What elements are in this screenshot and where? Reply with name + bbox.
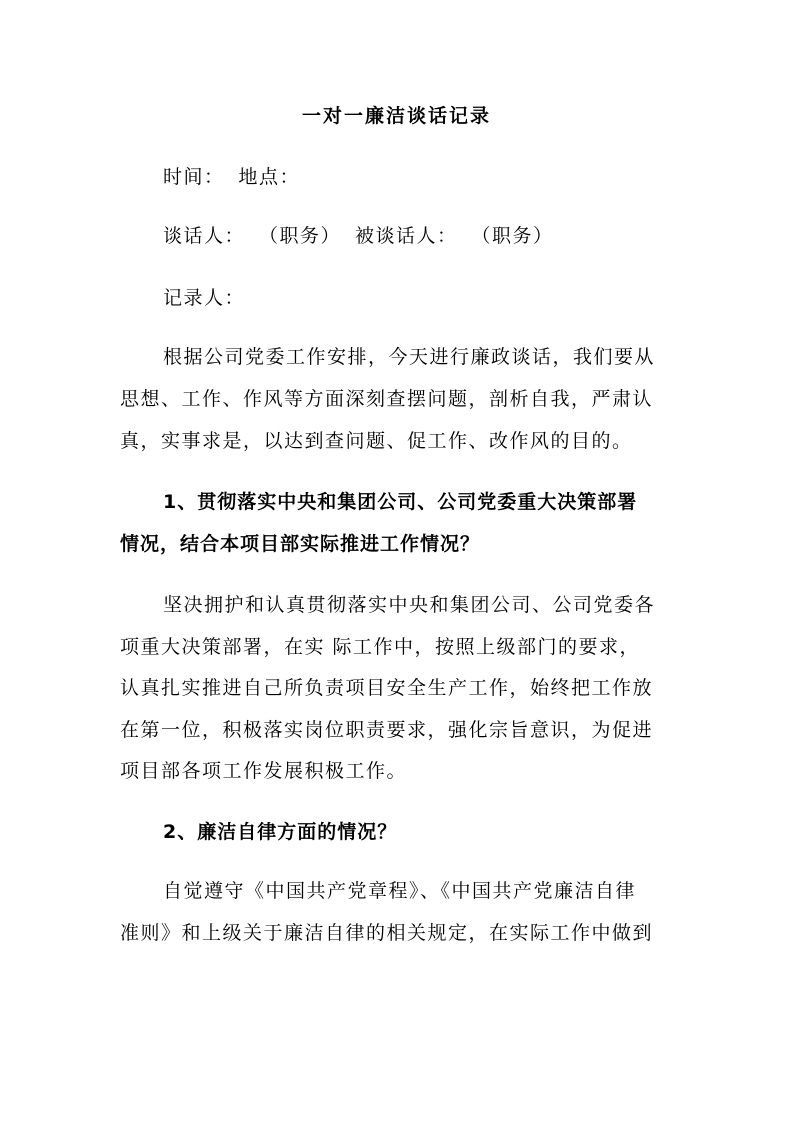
- speaker-label: 谈话人：: [163, 225, 246, 247]
- document-title: 一对一廉洁谈话记录: [301, 105, 491, 127]
- section1-body-line: 项目部各项工作发展积极工作。: [120, 760, 408, 782]
- intro-line: 真，实事求是，以达到查问题、促工作、改作风的目的。: [120, 430, 633, 452]
- section2-body-line: 准则》和上级关于廉洁自律的相关规定，在实际工作中做到: [120, 922, 654, 944]
- time-place-line: [163, 162, 718, 192]
- interviewee-position: （职务）: [471, 225, 554, 247]
- time-label: 时间：: [163, 166, 225, 188]
- section1-heading: 情况，结合本项目部实际推进工作情况？: [120, 533, 481, 555]
- section1-body-line: 在第一位，积极落实岗位职责要求，强化宗旨意识，为促进: [120, 719, 654, 741]
- recorder-line: [163, 283, 718, 313]
- section2-body-line: 自觉遵守《中国共产党章程》、《中国共产党廉洁自律: [163, 880, 637, 902]
- speaker-position: （职务）: [259, 225, 342, 247]
- intro-line: 思想、工作、作风等方面深刻查摆问题，剖析自我，严肃认: [120, 388, 654, 410]
- section1-body-line: 认真扎实推进自己所负责项目安全生产工作，始终把工作放: [120, 677, 654, 699]
- place-label: 地点：: [238, 166, 301, 188]
- section1-body-line: 坚决拥护和认真贯彻落实中央和集团公司、公司党委各: [163, 594, 656, 616]
- intro-line: 根据公司党委工作安排，今天进行廉政谈话，我们要从: [163, 346, 656, 368]
- section2-heading: 2、廉洁自律方面的情况？: [163, 821, 398, 843]
- recorder-label: 记录人：: [163, 287, 246, 309]
- section1-heading: 1、贯彻落实中央和集团公司、公司党委重大决策部署: [163, 491, 638, 513]
- interviewee-label: 被谈话人：: [355, 225, 458, 247]
- section1-body-line: 项重大决策部署，在实 际工作中，按照上级部门的要求，: [120, 636, 641, 658]
- participants-line: [163, 221, 718, 251]
